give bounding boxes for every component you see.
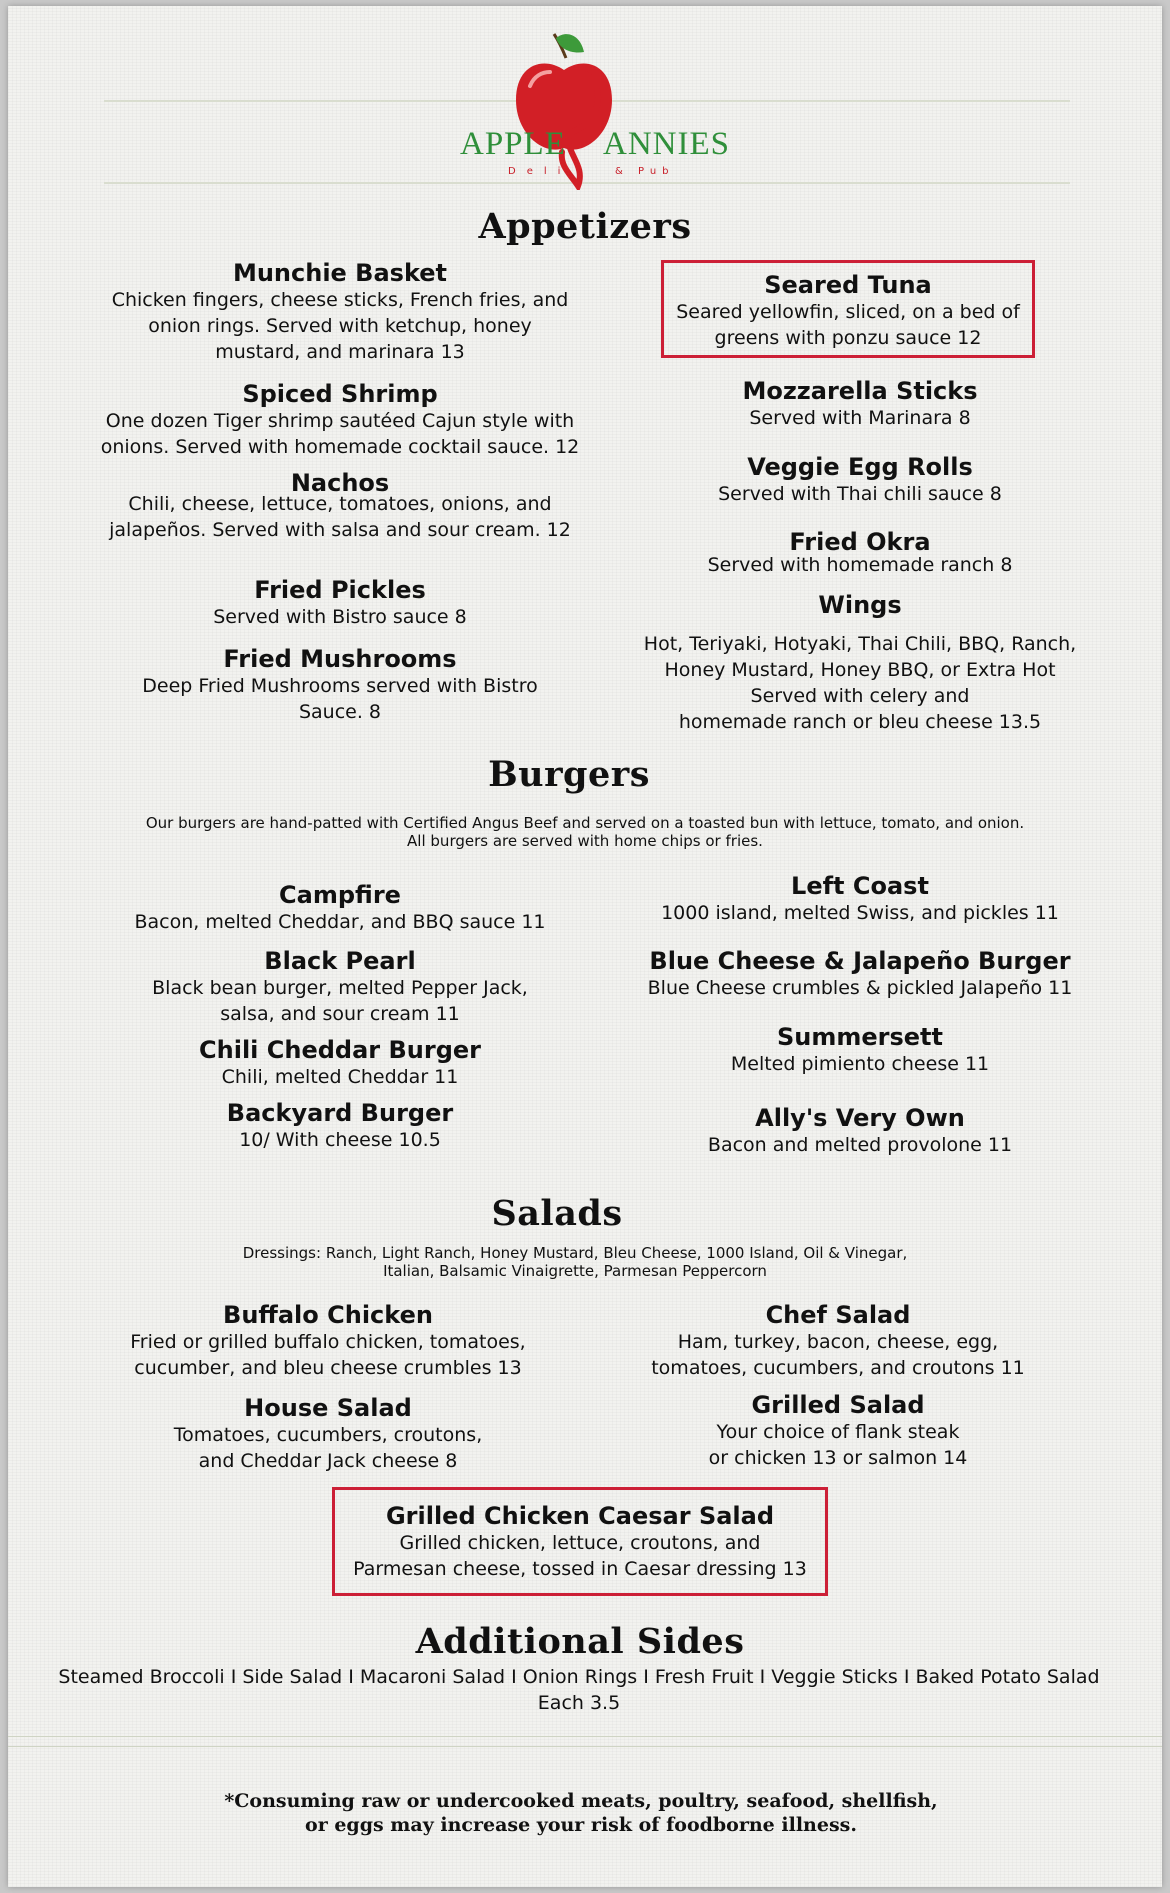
- item-desc: Seared yellowfin, sliced, on a bed of greens with ponzu sauce 12: [676, 301, 1020, 349]
- burger-chili-cheddar: [80, 1036, 600, 1090]
- item-name: Campfire: [279, 881, 401, 909]
- item-name: House Salad: [244, 1394, 412, 1422]
- burger-blue-cheese-jalapeno: [600, 947, 1120, 1001]
- item-name: Fried Mushrooms: [223, 645, 457, 673]
- appetizer-spiced-shrimp: [80, 380, 600, 460]
- sides-price: Each 3.5: [537, 1692, 621, 1714]
- item-desc: Chili, melted Cheddar 11: [221, 1066, 459, 1088]
- item-name: Chili Cheddar Burger: [199, 1036, 481, 1064]
- appetizer-seared-tuna-featured: [661, 260, 1035, 358]
- item-desc: 10/ With cheese 10.5: [239, 1129, 441, 1151]
- sides-list: Steamed Broccoli I Side Salad I Macaroni Salad I Onion Rings I Fresh Fruit I Veggie Sticks I Baked Potato Salad: [58, 1666, 1100, 1688]
- appetizer-munchie-basket: [80, 259, 600, 365]
- salad-house: [68, 1394, 588, 1474]
- burger-summersett: [600, 1023, 1120, 1077]
- item-name: Blue Cheese & Jalapeño Burger: [649, 947, 1071, 975]
- item-name: Veggie Egg Rolls: [747, 453, 973, 481]
- footer-rule-bottom: [8, 1746, 1162, 1747]
- apple-annies-logo: [448, 30, 748, 200]
- item-name: Fried Pickles: [254, 576, 426, 604]
- item-desc: Chicken fingers, cheese sticks, French fries, and onion rings. Served with ketchup, honey mustard, and marinara 13: [111, 289, 569, 363]
- appetizer-fried-pickles: [80, 576, 600, 630]
- food-safety-warning: *Consuming raw or undercooked meats, poultry, seafood, shellfish, or eggs may increase your risk of foodborne illness.: [224, 1790, 938, 1836]
- item-desc: Melted pimiento cheese 11: [730, 1053, 990, 1075]
- item-desc: Served with Thai chili sauce 8: [718, 483, 1002, 505]
- logo-word-left: APPLE: [460, 126, 566, 162]
- burger-campfire: [80, 881, 600, 935]
- item-name: Chef Salad: [765, 1301, 911, 1329]
- item-desc: Deep Fried Mushrooms served with Bistro Sauce. 8: [142, 675, 538, 723]
- burgers-note: Our burgers are hand-patted with Certified Angus Beef and served on a toasted bun with lettuce, tomato, and onion. All burgers are served with home chips or fries.: [145, 814, 1025, 850]
- item-desc: Bacon and melted provolone 11: [707, 1134, 1013, 1156]
- item-desc: Grilled chicken, lettuce, croutons, and Parmesan cheese, tossed in Caesar dressing 13: [353, 1532, 807, 1580]
- appetizer-fried-okra: [600, 528, 1120, 578]
- item-name: Wings: [818, 591, 902, 619]
- item-desc: Bacon, melted Cheddar, and BBQ sauce 11: [134, 911, 546, 933]
- logo-sub-left: Deli: [508, 166, 572, 177]
- salad-grilled: [578, 1391, 1098, 1471]
- item-name: Mozzarella Sticks: [742, 377, 978, 405]
- item-name: Summersett: [776, 1023, 943, 1051]
- appetizers-title: Appetizers: [478, 206, 692, 247]
- salad-buffalo-chicken: [68, 1301, 588, 1381]
- burger-left-coast: [600, 872, 1120, 926]
- item-name: Grilled Chicken Caesar Salad: [385, 1502, 775, 1530]
- item-name: Nachos: [290, 469, 390, 497]
- item-name: Munchie Basket: [232, 259, 448, 287]
- salads-title: Salads: [491, 1193, 623, 1234]
- item-name: Buffalo Chicken: [223, 1301, 433, 1329]
- footer-rule-top: [8, 1736, 1162, 1737]
- item-name: Grilled Salad: [751, 1391, 925, 1419]
- item-desc: Chili, cheese, lettuce, tomatoes, onions, and jalapeños. Served with salsa and sour cream. 12: [109, 493, 571, 541]
- item-desc: Served with Bistro sauce 8: [213, 606, 467, 628]
- burger-black-pearl: [80, 947, 600, 1027]
- appetizer-wings: [600, 591, 1120, 735]
- logo-sub-right: & Pub: [615, 166, 675, 177]
- salad-grilled-chicken-caesar-featured: [332, 1487, 828, 1596]
- logo-word-right: ANNIES: [603, 126, 730, 162]
- sides-title: Additional Sides: [415, 1621, 745, 1662]
- item-desc: Your choice of flank steak or chicken 13 or salmon 14: [708, 1421, 968, 1469]
- item-desc: Blue Cheese crumbles & pickled Jalapeño 11: [647, 977, 1073, 999]
- item-desc: Black bean burger, melted Pepper Jack, salsa, and sour cream 11: [152, 977, 528, 1025]
- salads-dressings-note: Dressings: Ranch, Light Ranch, Honey Mustard, Bleu Cheese, 1000 Island, Oil & Vinegar, Italian, Balsamic Vinaigrette, Parmesan Peppercorn: [242, 1244, 908, 1280]
- item-name: Ally's Very Own: [755, 1104, 965, 1132]
- item-name: Spiced Shrimp: [242, 380, 438, 408]
- burger-backyard: [80, 1099, 600, 1153]
- item-desc: Fried or grilled buffalo chicken, tomatoes, cucumber, and bleu cheese crumbles 13: [130, 1331, 526, 1379]
- appetizer-veggie-egg-rolls: [600, 453, 1120, 507]
- item-name: Left Coast: [791, 872, 929, 900]
- item-name: Backyard Burger: [226, 1099, 454, 1127]
- appetizer-nachos: [80, 469, 600, 543]
- burgers-title: Burgers: [488, 754, 650, 795]
- item-name: Fried Okra: [789, 528, 931, 556]
- item-desc: Tomatoes, cucumbers, croutons, and Cheddar Jack cheese 8: [173, 1424, 483, 1472]
- menu-page: [8, 6, 1162, 1887]
- salad-chef: [578, 1301, 1098, 1381]
- item-desc: 1000 island, melted Swiss, and pickles 11: [661, 902, 1059, 924]
- item-desc: Ham, turkey, bacon, cheese, egg, tomatoes, cucumbers, and croutons 11: [651, 1331, 1025, 1379]
- item-desc: Served with homemade ranch 8: [707, 554, 1013, 576]
- burger-allys-very-own: [600, 1104, 1120, 1158]
- item-name: Black Pearl: [264, 947, 416, 975]
- appetizer-fried-mushrooms: [80, 645, 600, 725]
- appetizer-mozzarella-sticks: [600, 377, 1120, 431]
- item-desc: One dozen Tiger shrimp sautéed Cajun style with onions. Served with homemade cocktail sauce. 12: [100, 410, 580, 458]
- item-name: Seared Tuna: [764, 271, 932, 299]
- item-desc: Hot, Teriyaki, Hotyaki, Thai Chili, BBQ, Ranch, Honey Mustard, Honey BBQ, or Extra Hot Served with celery and homemade ranch or bleu cheese 13.5: [643, 633, 1077, 733]
- item-desc: Served with Marinara 8: [749, 407, 971, 429]
